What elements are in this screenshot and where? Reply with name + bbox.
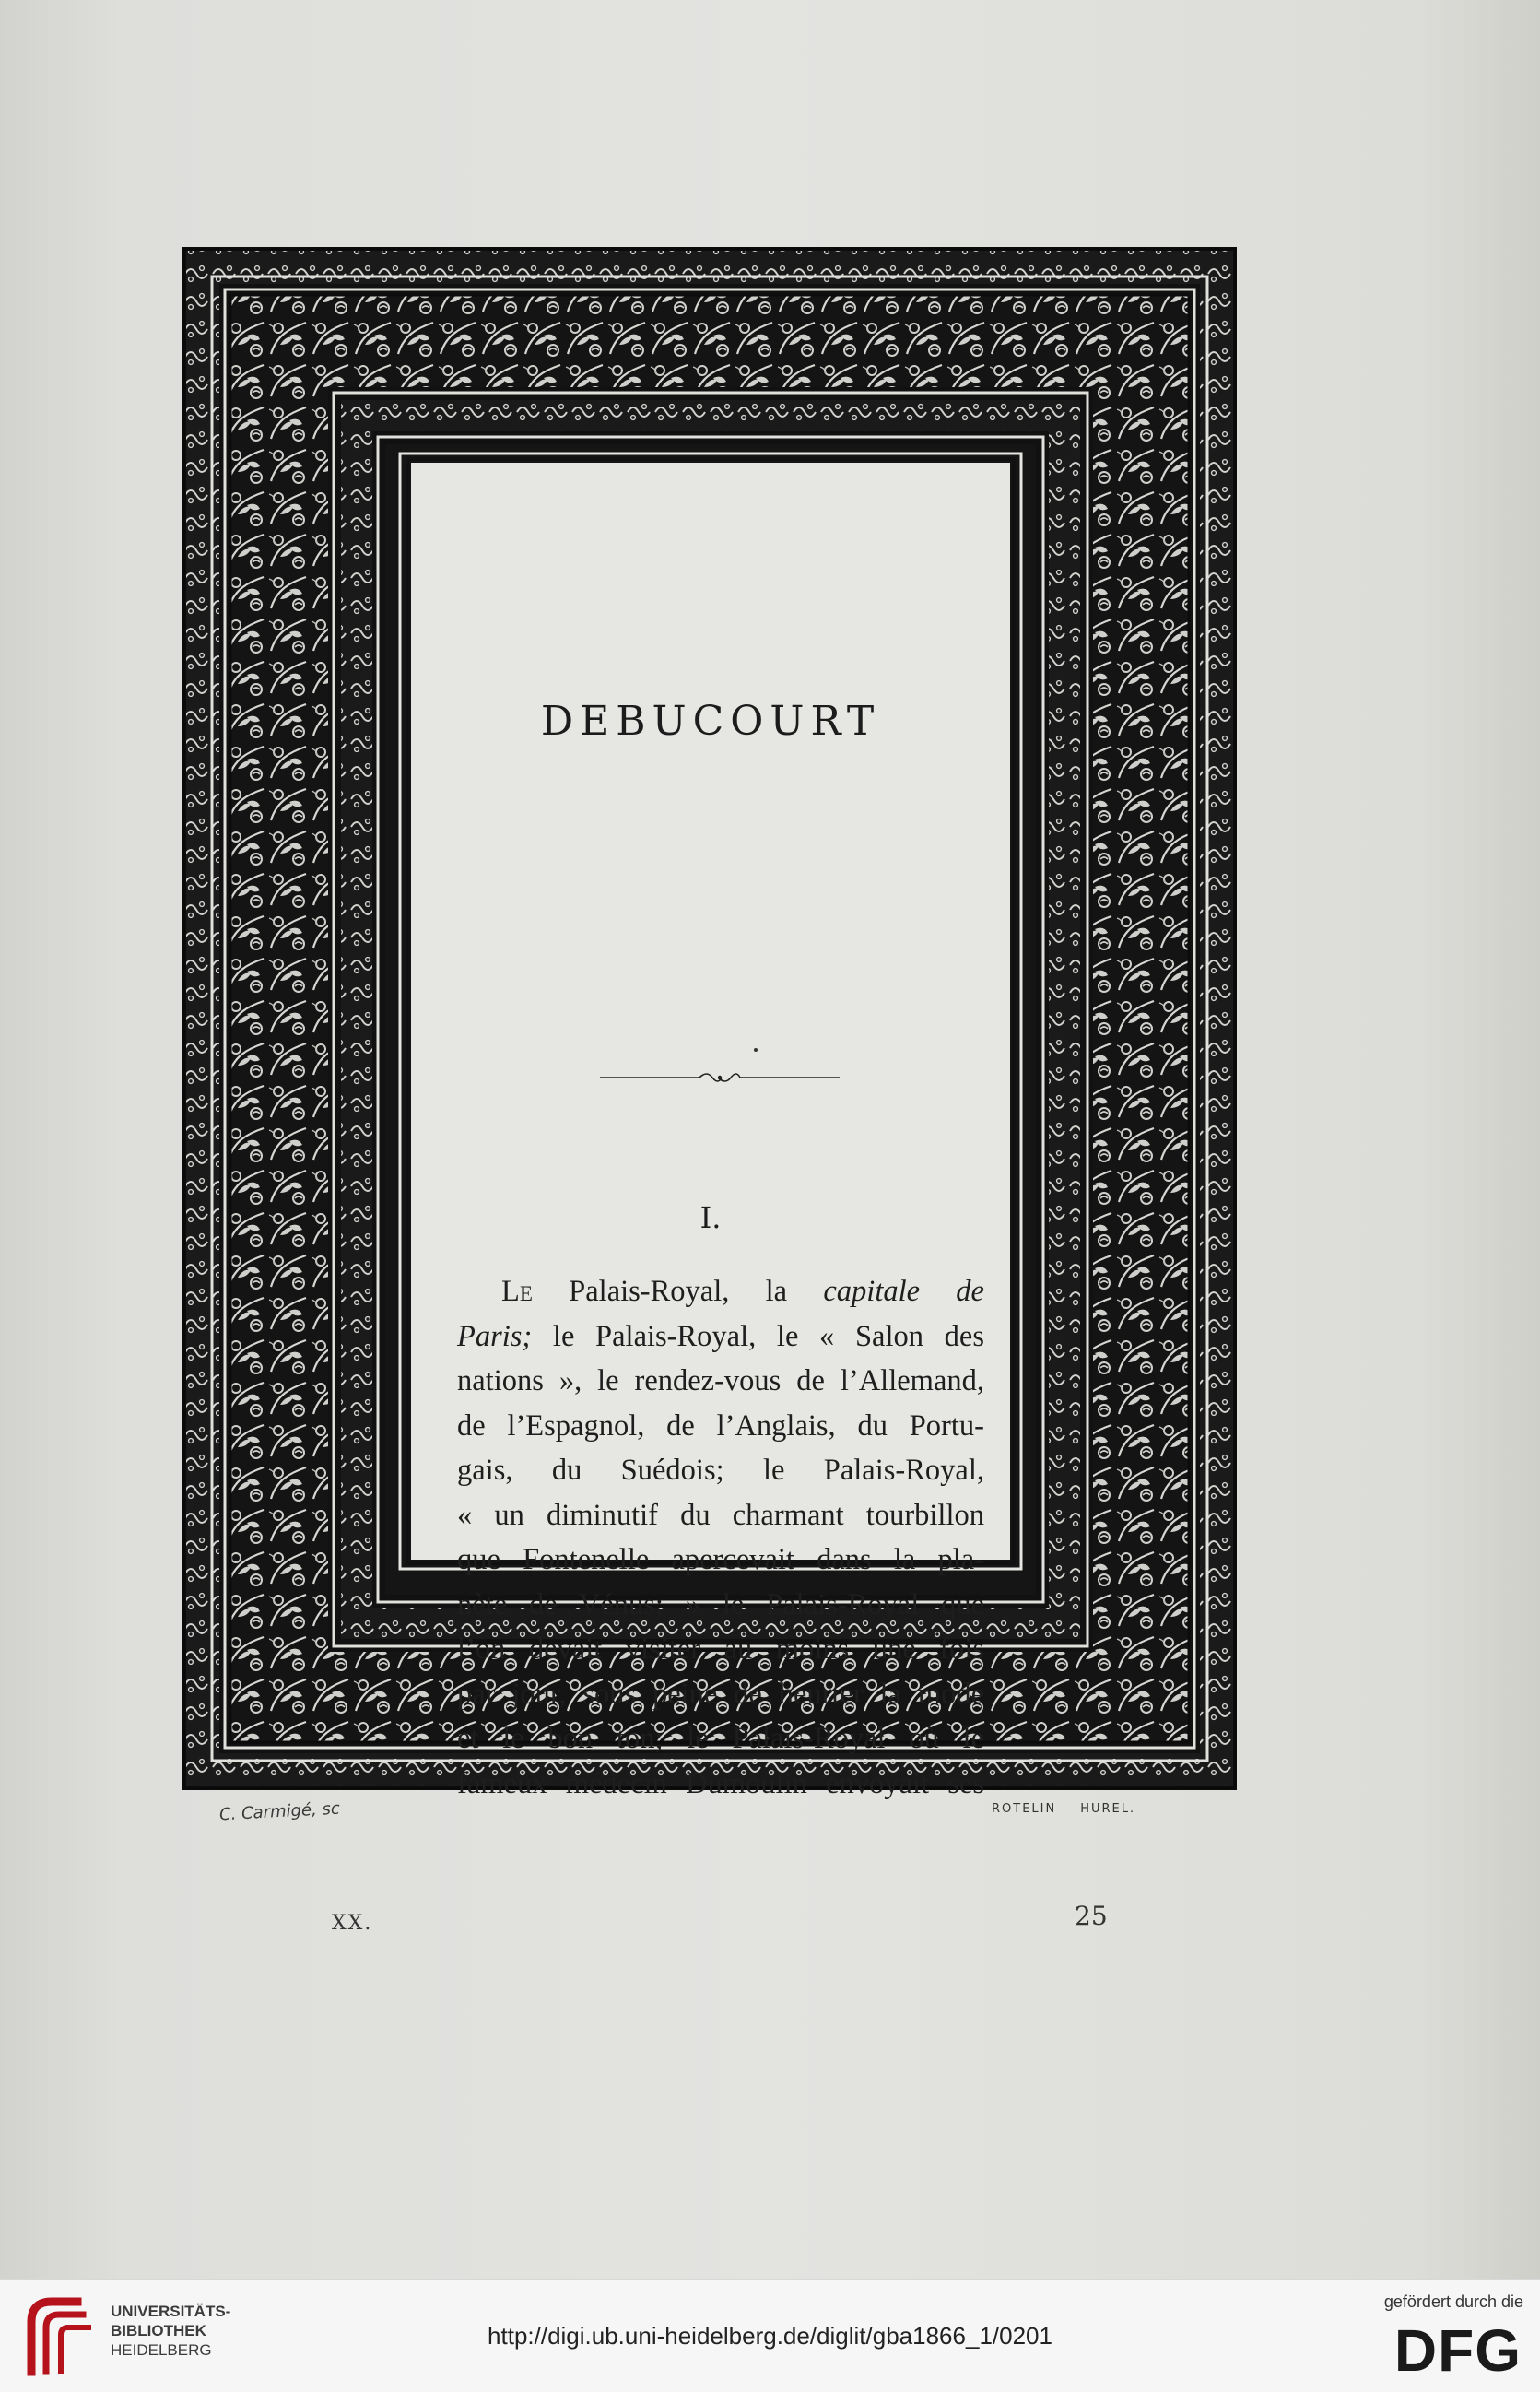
body-line <box>457 1762 984 1807</box>
funded-by-label: gefördert durch die <box>1383 2292 1523 2311</box>
page-title: DEBUCOURT <box>540 698 881 745</box>
body-line <box>457 1493 984 1538</box>
text-plate <box>411 463 1010 1800</box>
section-number: I. <box>699 1200 722 1235</box>
body-text <box>457 1269 984 1806</box>
body-line-segment: nations », le rendez-vous de l’Allemand, <box>457 1364 984 1397</box>
body-line-segment: « un diminutif du charmant tourbillon <box>457 1498 984 1532</box>
body-line-segment: fameux médecin Dumoulin envoyait ses <box>457 1766 984 1800</box>
body-line <box>457 1716 984 1762</box>
body-line-segment: par jour, sous peine de heurter la mode <box>457 1677 984 1711</box>
body-line-segment: le Palais-Royal, le « Salon des <box>532 1319 984 1353</box>
body-line <box>457 1314 984 1360</box>
engraver-name-1: ROTELIN <box>992 1802 1057 1816</box>
body-line-segment: gais, du Suédois; le Palais-Royal, <box>457 1454 984 1487</box>
body-line <box>457 1672 984 1717</box>
body-line-segment: capitale de <box>823 1275 984 1308</box>
body-line-segment: et le bon ton; le Palais-Royal où le <box>457 1722 984 1755</box>
bleed-through-running-head <box>498 159 1235 195</box>
library-name-line-1: UNIVERSITÄTS- <box>111 2303 231 2320</box>
body-line <box>457 1269 984 1314</box>
body-line-segment: Paris; <box>457 1319 533 1353</box>
engraver-name-2: HUREL. <box>1080 1802 1136 1816</box>
library-name-line-2: BIBLIOTHEK <box>111 2322 206 2339</box>
ornamental-frame <box>182 232 1239 1799</box>
body-line-segment: Palais-Royal, la <box>532 1275 824 1308</box>
viewer-footer <box>0 2279 1540 2392</box>
body-line-segment: l’on devait visiter au moins une fois <box>457 1632 984 1666</box>
page-number: 25 <box>1075 1901 1108 1931</box>
body-line-segment: Le <box>501 1275 533 1308</box>
body-line <box>457 1627 984 1672</box>
body-line-segment: de l’Espagnol, de l’Anglais, du Portu- <box>457 1408 984 1443</box>
body-line <box>457 1359 984 1404</box>
body-line <box>457 1448 984 1493</box>
folio-signature: XX. <box>332 1912 373 1935</box>
engraver-signature-left: C. Carmigé, sc <box>218 1798 341 1825</box>
dfg-logo[interactable]: DFG <box>1393 2317 1522 2384</box>
permalink-url[interactable]: http://digi.ub.uni-heidelberg.de/diglit/gba1866_1/0201 <box>488 2322 1052 2350</box>
body-line <box>457 1583 984 1628</box>
flourish-ornament-icon <box>600 1066 840 1089</box>
library-name-line-3: HEIDELBERG <box>111 2341 212 2359</box>
ornament-dot <box>754 1048 758 1052</box>
body-line-segment: nète de Vénus; » le Palais-Royal que <box>457 1587 984 1621</box>
body-line-segment: que Fontenelle apercevait dans la pla- <box>457 1543 984 1576</box>
body-line <box>457 1538 984 1583</box>
body-line <box>457 1404 984 1449</box>
engraver-signature-right <box>992 1802 1159 1816</box>
